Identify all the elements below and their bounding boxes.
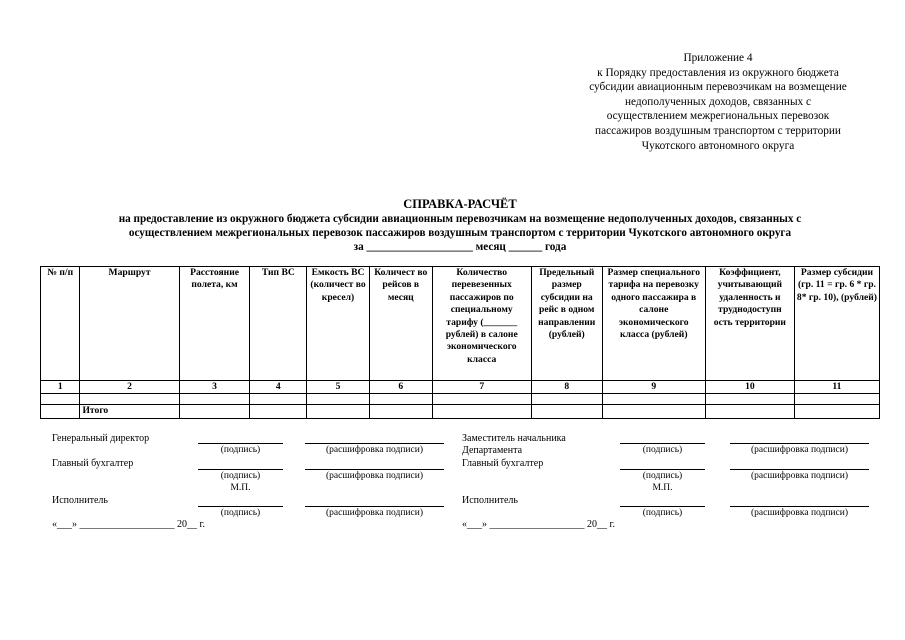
- table-cell: [432, 405, 531, 418]
- column-number: 8: [531, 381, 602, 394]
- column-number: 11: [794, 381, 879, 394]
- header-cell: Тип ВС: [250, 267, 307, 381]
- stamp-label: М.П.: [652, 483, 673, 493]
- signature-line: [620, 443, 705, 444]
- column-number: 5: [307, 381, 370, 394]
- decoding-caption: (расшифровка подписи): [326, 445, 423, 455]
- left-director-label: Генеральный директор: [52, 433, 150, 444]
- signature-caption: (подпись): [220, 508, 261, 518]
- decoding-caption: (расшифровка подписи): [326, 471, 423, 481]
- column-number: 4: [250, 381, 307, 394]
- table-cell: [41, 405, 80, 418]
- header-cell: Расстояние полета, км: [179, 267, 250, 381]
- header-cell: Количест во рейсов в месяц: [369, 267, 432, 381]
- header-cell: Маршрут: [80, 267, 179, 381]
- total-label: Итого: [80, 405, 179, 418]
- stamp-label: М.П.: [230, 483, 251, 493]
- table-cell: [307, 394, 370, 405]
- table-cell: [369, 405, 432, 418]
- column-number-row: [41, 381, 880, 394]
- signature-caption: (подпись): [642, 445, 683, 455]
- signature-line: [198, 469, 283, 470]
- column-number: 10: [705, 381, 794, 394]
- signature-caption: (подпись): [642, 471, 683, 481]
- document-title: [20, 197, 900, 254]
- signature-line: [730, 443, 869, 444]
- table-cell: [179, 394, 250, 405]
- signature-line: [620, 469, 705, 470]
- table-cell: [250, 405, 307, 418]
- appendix-line: недополученных доходов, связанных с: [624, 95, 812, 108]
- table-cell: [531, 405, 602, 418]
- header-cell: Размер субсидии (гр. 11 = гр. 6 * гр. 8* гр. 10), (рублей): [794, 267, 879, 381]
- left-executor-label: Исполнитель: [52, 495, 108, 506]
- appendix-line: к Порядку предоставления из окружного бюджета: [597, 66, 839, 79]
- table-cell: [250, 394, 307, 405]
- signature-line: [620, 506, 705, 507]
- signature-line: [730, 506, 869, 507]
- appendix-line: пассажиров воздушным транспортом с территории: [595, 124, 841, 137]
- calculation-table: [40, 266, 880, 419]
- decoding-caption: (расшифровка подписи): [326, 508, 423, 518]
- header-cell: Коэффициент, учитывающий удаленность и труднодоступн ость территории: [705, 267, 794, 381]
- table-cell: [794, 394, 879, 405]
- title-main: СПРАВКА-РАСЧЁТ: [403, 197, 517, 211]
- table-cell: [307, 405, 370, 418]
- signature-caption: (подпись): [642, 508, 683, 518]
- signature-caption: (подпись): [220, 471, 261, 481]
- table-cell: [602, 394, 705, 405]
- table-cell: [369, 394, 432, 405]
- header-cell: Количество перевезенных пассажиров по специальному тарифу (_______ рублей) в салоне экономического класса: [432, 267, 531, 381]
- left-date-line: «___» ___________________ 20__ г.: [52, 519, 205, 530]
- table-cell: [705, 405, 794, 418]
- header-cell: Предельный размер субсидии на рейс в одном направлении (рублей): [531, 267, 602, 381]
- right-accountant-label: Главный бухгалтер: [462, 458, 544, 469]
- signature-line: [305, 506, 444, 507]
- title-line-1: на предоставление из окружного бюджета субсидии авиационным перевозчикам на возмещение недополученных доходов, связанных с: [118, 213, 802, 225]
- header-cell: Размер специального тарифа на перевозку одного пассажира в салоне экономического класса (рублей): [602, 267, 705, 381]
- table-cell: [531, 394, 602, 405]
- table-cell: [705, 394, 794, 405]
- appendix-line: Приложение 4: [683, 52, 753, 64]
- decoding-caption: (расшифровка подписи): [751, 471, 848, 481]
- appendix-block: [560, 51, 876, 153]
- title-line-2: осуществлением межрегиональных перевозок пассажиров воздушным транспортом с территории Чукотского автономного округа: [128, 227, 792, 239]
- signature-line: [198, 443, 283, 444]
- table-cell: [179, 405, 250, 418]
- signature-line: [305, 443, 444, 444]
- right-executor-label: Исполнитель: [462, 495, 518, 506]
- column-number: 1: [41, 381, 80, 394]
- table-cell: [794, 405, 879, 418]
- column-number: 3: [179, 381, 250, 394]
- table-cell: [432, 394, 531, 405]
- right-date-line: «___» ___________________ 20__ г.: [462, 519, 615, 530]
- appendix-line: субсидии авиационным перевозчикам на возмещение: [589, 81, 847, 94]
- table-cell: [80, 394, 179, 405]
- signature-line: [305, 469, 444, 470]
- signature-caption: (подпись): [220, 445, 261, 455]
- table-row: [41, 394, 880, 405]
- title-line-3: за ___________________ месяц ______ года: [353, 241, 567, 253]
- appendix-line: осуществлением межрегиональных перевозок: [606, 110, 830, 123]
- column-number: 7: [432, 381, 531, 394]
- signature-line: [198, 506, 283, 507]
- column-number: 2: [80, 381, 179, 394]
- total-row: [41, 405, 880, 418]
- header-cell: № п/п: [41, 267, 80, 381]
- appendix-line: Чукотского автономного округа: [641, 139, 795, 152]
- column-number: 6: [369, 381, 432, 394]
- signature-line: [730, 469, 869, 470]
- decoding-caption: (расшифровка подписи): [751, 508, 848, 518]
- left-accountant-label: Главный бухгалтер: [52, 458, 134, 469]
- header-row: [41, 267, 880, 381]
- table-cell: [41, 394, 80, 405]
- table-cell: [602, 405, 705, 418]
- decoding-caption: (расшифровка подписи): [751, 445, 848, 455]
- header-cell: Емкость ВС (количест во кресел): [307, 267, 370, 381]
- column-number: 9: [602, 381, 705, 394]
- right-deputy-label: Заместитель начальника: [462, 433, 566, 444]
- right-department-label: Департамента: [462, 445, 523, 456]
